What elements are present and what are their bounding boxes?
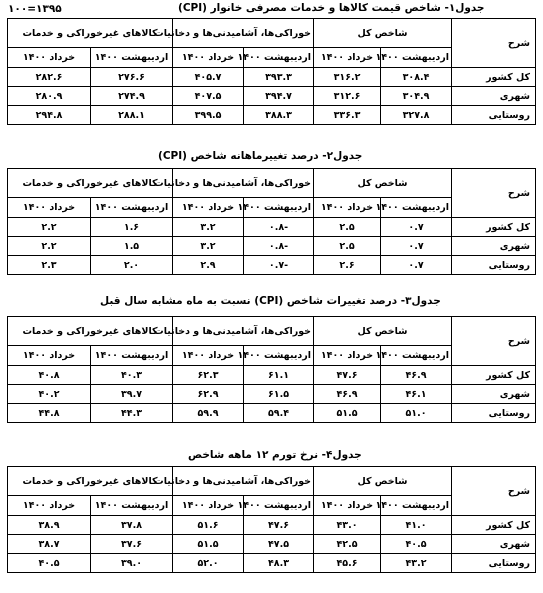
group-header-food: خوراکی‌ها، آشامیدنی‌ها و دخانیات — [173, 19, 314, 48]
table-cell: ۲۸۲.۶ — [8, 68, 91, 87]
column-header-curr-month: خرداد ۱۴۰۰ — [314, 346, 381, 366]
table-cell: ۶۲.۹ — [173, 385, 244, 404]
column-header-curr-month: خرداد ۱۴۰۰ — [8, 198, 91, 218]
table-row — [8, 87, 536, 106]
column-header-curr-month: خرداد ۱۴۰۰ — [314, 198, 381, 218]
table-cell: ۳۹.۰ — [91, 554, 173, 573]
table-cell: ۵۹.۴ — [244, 404, 314, 423]
table-row — [8, 106, 536, 125]
table-cell: ۳۳۶.۳ — [314, 106, 381, 125]
table-cell: ۶۲.۳ — [173, 366, 244, 385]
row-label: شهری — [452, 385, 536, 404]
cpi-table — [7, 168, 536, 275]
table-cell: ۵۱.۵ — [173, 535, 244, 554]
table-cell: ۴۰.۸ — [8, 366, 91, 385]
table-row — [8, 366, 536, 385]
table-cell: ۴۳.۰ — [314, 516, 381, 535]
group-header-total: شاخص کل — [314, 19, 452, 48]
table-cell: ۴۱.۰ — [381, 516, 452, 535]
row-label: روستایی — [452, 404, 536, 423]
table-cell: -۰.۸ — [244, 237, 314, 256]
row-label: روستایی — [452, 554, 536, 573]
column-header-prev-month: اردیبهشت ۱۴۰۰ — [381, 48, 452, 68]
column-header-prev-month: اردیبهشت ۱۴۰۰ — [91, 48, 173, 68]
table-cell: ۴۰.۵ — [8, 554, 91, 573]
cpi-table — [7, 466, 536, 573]
table-cell: ۴۰۵.۷ — [173, 68, 244, 87]
table-row — [8, 404, 536, 423]
row-label: کل کشور — [452, 366, 536, 385]
table-cell: ۴۰.۵ — [381, 535, 452, 554]
table-row — [8, 237, 536, 256]
table-cell: ۳۹.۷ — [91, 385, 173, 404]
table-caption: جدول۴- نرخ تورم ۱۲ ماهه شاخص — [188, 449, 362, 461]
table-cell: ۵۱.۵ — [314, 404, 381, 423]
table-cell: ۶۱.۱ — [244, 366, 314, 385]
table-cell: ۳۸۸.۳ — [244, 106, 314, 125]
column-header-prev-month: اردیبهشت ۱۴۰۰ — [91, 496, 173, 516]
table-cell: ۳۹۴.۷ — [244, 87, 314, 106]
row-header: شرح — [452, 317, 536, 366]
table-cell: ۳.۲ — [173, 218, 244, 237]
table-cell: ۴۵.۶ — [314, 554, 381, 573]
table-cell: ۳۸.۷ — [8, 535, 91, 554]
table-cell: ۱.۶ — [91, 218, 173, 237]
table-cell: ۵۱.۰ — [381, 404, 452, 423]
column-header-prev-month: اردیبهشت ۱۴۰۰ — [244, 48, 314, 68]
row-header: شرح — [452, 19, 536, 68]
column-header-curr-month: خرداد ۱۴۰۰ — [173, 496, 244, 516]
table-cell: ۴۰۷.۵ — [173, 87, 244, 106]
table-cell: ۰.۷ — [381, 218, 452, 237]
table-cell: ۲۸۸.۱ — [91, 106, 173, 125]
table-cell: ۶۱.۵ — [244, 385, 314, 404]
table-row — [8, 218, 536, 237]
column-header-prev-month: اردیبهشت ۱۴۰۰ — [381, 496, 452, 516]
table-cell: ۲.۵ — [314, 237, 381, 256]
group-header-nonfood: کالاهای غیرخوراکی و خدمات — [8, 467, 173, 496]
group-header-total: شاخص کل — [314, 317, 452, 346]
table-row — [8, 554, 536, 573]
table-cell: ۴۷.۶ — [244, 516, 314, 535]
table-cell: ۴۳.۲ — [381, 554, 452, 573]
table-cell: ۲.۵ — [314, 218, 381, 237]
group-header-food: خوراکی‌ها، آشامیدنی‌ها و دخانیات — [173, 467, 314, 496]
row-label: شهری — [452, 87, 536, 106]
column-header-curr-month: خرداد ۱۴۰۰ — [314, 48, 381, 68]
column-header-prev-month: اردیبهشت ۱۴۰۰ — [244, 198, 314, 218]
table-cell: -۰.۷ — [244, 256, 314, 275]
table-cell: ۴۷.۶ — [314, 366, 381, 385]
table-cell: ۳۷.۸ — [91, 516, 173, 535]
table-cell: ۳۱۶.۲ — [314, 68, 381, 87]
table-cell: ۴۶.۹ — [314, 385, 381, 404]
column-header-prev-month: اردیبهشت ۱۴۰۰ — [381, 346, 452, 366]
table-cell: ۳۰۴.۹ — [381, 87, 452, 106]
table-cell: ۲.۲ — [8, 218, 91, 237]
table-cell: ۳۱۲.۶ — [314, 87, 381, 106]
cpi-table — [7, 316, 536, 423]
table-cell: ۳۸.۹ — [8, 516, 91, 535]
table-cell: ۲۷۴.۹ — [91, 87, 173, 106]
table-cell: ۴۰.۲ — [8, 385, 91, 404]
column-header-curr-month: خرداد ۱۴۰۰ — [173, 346, 244, 366]
table-cell: ۴۴.۸ — [8, 404, 91, 423]
table-cell: ۲.۹ — [173, 256, 244, 275]
table-row — [8, 385, 536, 404]
table-cell: ۲۹۴.۸ — [8, 106, 91, 125]
table-cell: ۳۹۹.۵ — [173, 106, 244, 125]
table-cell: ۴۷.۵ — [244, 535, 314, 554]
table-cell: ۳.۲ — [173, 237, 244, 256]
table-cell: ۲.۲ — [8, 237, 91, 256]
table-caption: جدول۱- شاخص قیمت کالاها و خدمات مصرفی خانوار (CPI) — [178, 2, 485, 14]
row-label: کل کشور — [452, 68, 536, 87]
row-label: شهری — [452, 237, 536, 256]
table-caption: جدول۲- درصد تغییرماهانه شاخص (CPI) — [158, 150, 363, 162]
column-header-prev-month: اردیبهشت ۱۴۰۰ — [91, 198, 173, 218]
column-header-curr-month: خرداد ۱۴۰۰ — [8, 496, 91, 516]
row-label: روستایی — [452, 106, 536, 125]
group-header-nonfood: کالاهای غیرخوراکی و خدمات — [8, 169, 173, 198]
table-cell: ۲۸۰.۹ — [8, 87, 91, 106]
cpi-table — [7, 18, 536, 125]
table-row — [8, 68, 536, 87]
table-cell: ۴۰.۳ — [91, 366, 173, 385]
group-header-total: شاخص کل — [314, 169, 452, 198]
row-label: شهری — [452, 535, 536, 554]
row-label: کل کشور — [452, 516, 536, 535]
row-header: شرح — [452, 169, 536, 218]
table-cell: ۲.۳ — [8, 256, 91, 275]
group-header-food: خوراکی‌ها، آشامیدنی‌ها و دخانیات — [173, 169, 314, 198]
group-header-nonfood: کالاهای غیرخوراکی و خدمات — [8, 19, 173, 48]
table-cell: ۳۲۷.۸ — [381, 106, 452, 125]
table-cell: ۳۹۳.۳ — [244, 68, 314, 87]
table-cell: ۴۶.۱ — [381, 385, 452, 404]
table-row — [8, 516, 536, 535]
column-header-curr-month: خرداد ۱۴۰۰ — [8, 48, 91, 68]
table-cell: ۲.۶ — [314, 256, 381, 275]
group-header-nonfood: کالاهای غیرخوراکی و خدمات — [8, 317, 173, 346]
table-cell: ۴۴.۳ — [91, 404, 173, 423]
table-cell: ۴۸.۳ — [244, 554, 314, 573]
table-row — [8, 256, 536, 275]
row-header: شرح — [452, 467, 536, 516]
column-header-prev-month: اردیبهشت ۱۴۰۰ — [244, 346, 314, 366]
row-label: روستایی — [452, 256, 536, 275]
column-header-prev-month: اردیبهشت ۱۴۰۰ — [381, 198, 452, 218]
table-cell: ۴۲.۵ — [314, 535, 381, 554]
table-cell: ۱.۵ — [91, 237, 173, 256]
table-caption: جدول۳- درصد تغییرات شاخص (CPI) نسبت به ماه مشابه سال قبل — [100, 295, 441, 307]
table-cell: ۴۶.۹ — [381, 366, 452, 385]
column-header-prev-month: اردیبهشت ۱۴۰۰ — [244, 496, 314, 516]
table-cell: ۳۰۸.۴ — [381, 68, 452, 87]
table-cell: ۵۱.۶ — [173, 516, 244, 535]
table-cell: ۲.۰ — [91, 256, 173, 275]
group-header-total: شاخص کل — [314, 467, 452, 496]
table-cell: ۵۹.۹ — [173, 404, 244, 423]
table-cell: ۰.۷ — [381, 256, 452, 275]
group-header-food: خوراکی‌ها، آشامیدنی‌ها و دخانیات — [173, 317, 314, 346]
row-label: کل کشور — [452, 218, 536, 237]
table-row — [8, 535, 536, 554]
column-header-prev-month: اردیبهشت ۱۴۰۰ — [91, 346, 173, 366]
column-header-curr-month: خرداد ۱۴۰۰ — [314, 496, 381, 516]
table-cell: ۲۷۶.۶ — [91, 68, 173, 87]
table-cell: ۰.۷ — [381, 237, 452, 256]
column-header-curr-month: خرداد ۱۴۰۰ — [173, 48, 244, 68]
column-header-curr-month: خرداد ۱۴۰۰ — [8, 346, 91, 366]
table-cell: ۳۷.۶ — [91, 535, 173, 554]
base-year-note: ۱۳۹۵=۱۰۰ — [8, 3, 62, 15]
table-cell: ۵۲.۰ — [173, 554, 244, 573]
column-header-curr-month: خرداد ۱۴۰۰ — [173, 198, 244, 218]
table-cell: -۰.۸ — [244, 218, 314, 237]
